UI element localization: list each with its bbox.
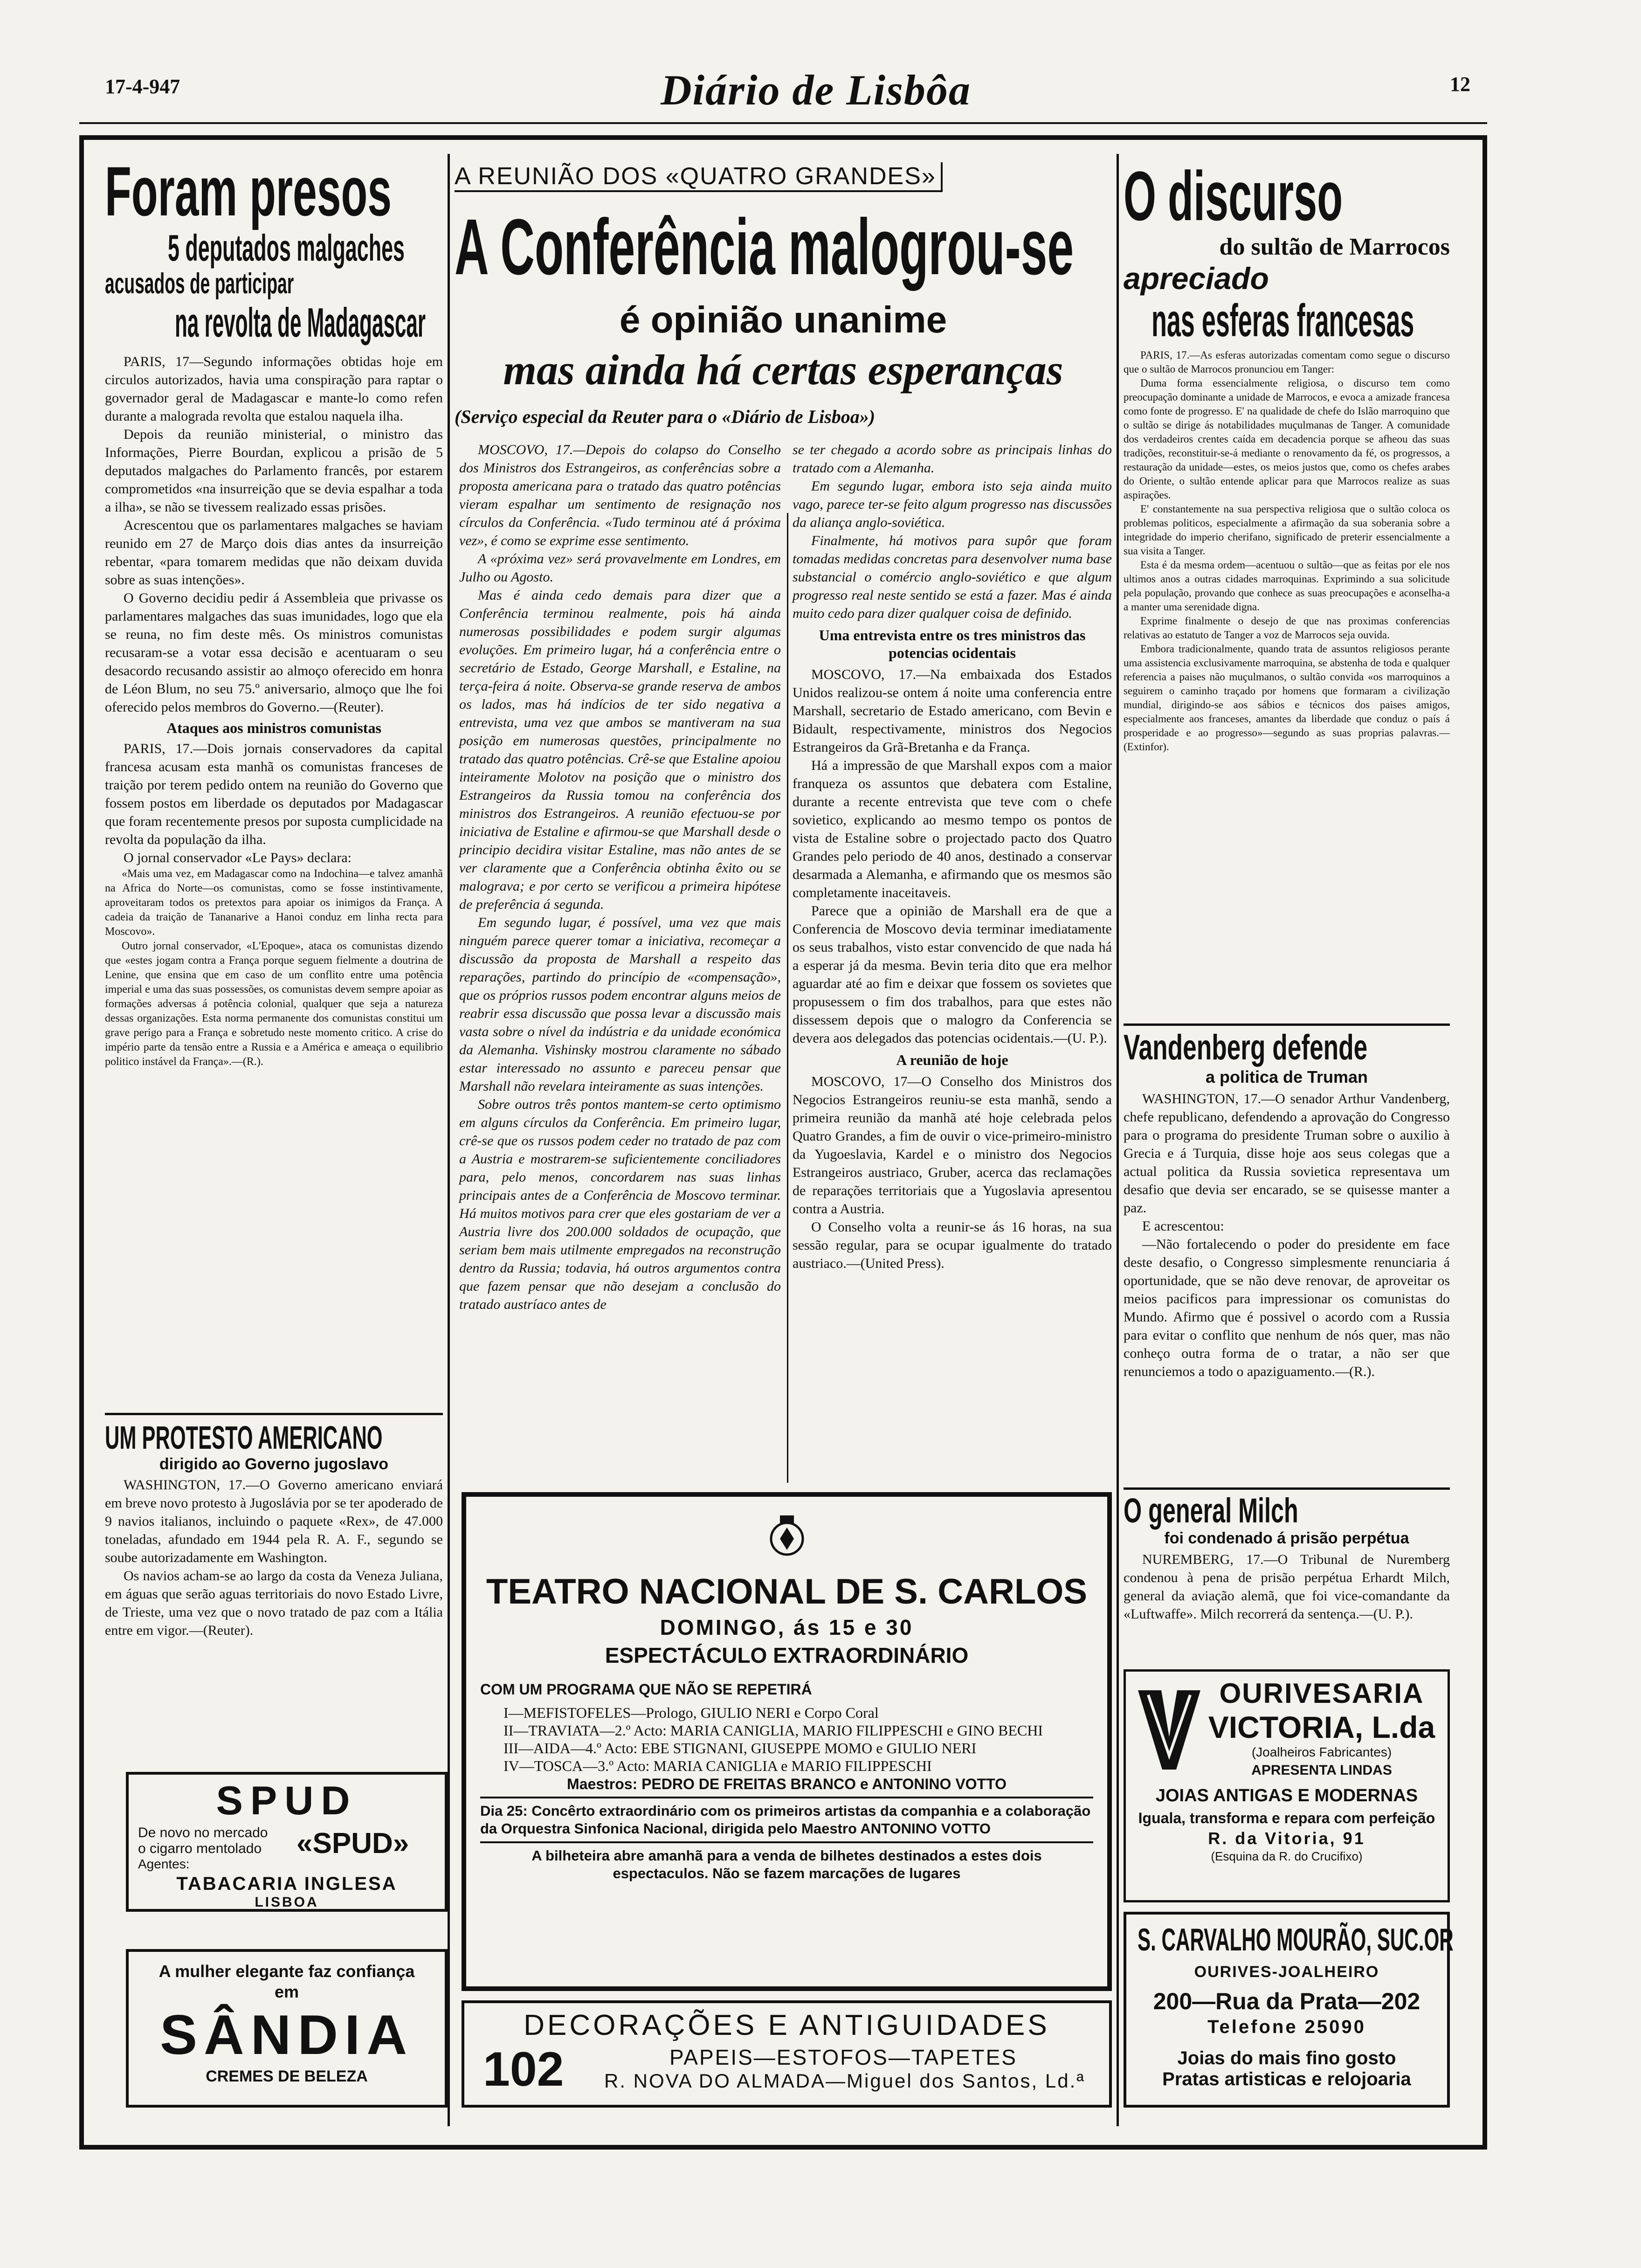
spud-quoted: «SPUD» [296,1827,409,1860]
theatre-title: TEATRO NACIONAL DE S. CARLOS [486,1572,1088,1611]
paragraph: PARIS, 17—Segundo informações obtidas hoje em circulos autorizados, havia uma conspiração para raptar o governador geral de Madagascar e mante-lo como refen durante a malograda revolta que estalou naquela ilha. [105,354,443,424]
program-item: IV—TOSCA—3.º Acto: MARIA CANIGLIA e MARIO FILIPPESCHI [503,1757,932,1774]
paragraph: WASHINGTON, 17.—O Governo americano enviará em breve novo protesto à Jugoslávia por se ter apoderado de 9 navios italianos, incluindo o paquete «Rex», de 47.000 toneladas, afundado em 1944 pela R. A. F., segundo se soube autorizadamente em Washington. [105,1477,443,1565]
theatre-rule [480,1797,1093,1798]
paragraph: Outro jornal conservador, «L'Epoque», ataca os comunistas dizendo que «estes jogam contra a França porque seguem fielmente a doutrina de Lenine, que ensina que em caso de um conflito entre uma potência imperial e uma das suas possessões, os comunistas devem sempre apoiar as formações adversas á potência colonial, qualquer que seja a natureza dessas organizações. Esta norma permanente dos comunistas constitui um grave perigo para a França e sobretudo neste momento critico. A crise do império parte da tensão entre a Russia e a América e ameaça o equilibrio politico instável da França».—(R.). [105,940,443,1068]
mourao-ad [1124,1912,1454,2108]
protest-headline: UM PROTESTO AMERICANO [105,1419,383,1456]
milch-subhead: foi condenado á prisão perpétua [1164,1529,1409,1547]
protest-subhead: dirigido ao Governo jugoslavo [159,1455,389,1473]
crest-icon [761,1511,813,1562]
page-number: 12 [1450,73,1470,96]
theatre-concert: Dia 25: Concêrto extraordinário com os primeiros artistas da companhia e a colaboração da Orquestra Sinfonica Nacional, dirigida pelo Maestro ANTONINO VOTTO [480,1803,1091,1837]
paragraph: Mas é ainda cedo demais para dizer que a Conferência terminou realmente, pois há ainda numerosas possibilidades e podem surgir algumas evoluções. Em primeiro lugar, há a conferência entre o secretário de Estado, George Marshall, e Estaline, na terça-feira á noite. Observa-se grande reserva de ambos os lados, mas há indícios de ter sido negativa a entrevista, uma vez que ambos se mantiveram na sua posição em numerosas questões, principalmente no tratado das quatro potências. Crê-se que Estaline apoiou inteiramente Molotov na posição que o ministro dos Estrangeiros da Russia tomou na conferência dos ministros dos Estrangeiros. A reunião efectuou-se por iniciativa de Estaline e afirmou-se que Marshall desde o principio decidira visitar Estaline, mas não antes de se ver claramente que a Conferência obtinha êxito ou se malograva; e por certo se verificou a primeira hipótese de preferência á segunda. [459,588,781,912]
paragraph: Exprime finalmente o desejo de que nas proximas conferencias relativas ao estatuto de Tanger a voz de Marrocos seja ouvida. [1124,615,1450,641]
paragraph: Há a impressão de que Marshall expos com a maior franqueza os assuntos que debatera com Estaline, durante a recente entrevista que teve com o chefe sovietico, explicando ao mesmo tempo os pontos de vista de Estaline sobre o projectado pacto dos Quatro Grandes pelo periodo de 40 anos, destinado a conservar desarmada a Alemanha, e afirmando que os mesmos são completamente inaceitaveis. [793,758,1112,900]
sandia-tagline: A mulher elegante faz confiança em [159,1962,415,2001]
spud-brand: SPUD [216,1778,358,1823]
spud-city: LISBOA [255,1895,319,1910]
paragraph: NUREMBERG, 17.—O Tribunal de Nuremberg condenou à pena de prisão perpétua Erhardt Milch, general da aviação alemã, que foi vice-comandante da «Luftwaffe». Milch recorrerá da sentença.—(U. P.). [1124,1552,1450,1622]
sandia-product: CREMES DE BELEZA [206,2067,368,2085]
victoria-line-1: JOIAS ANTIGAS E MODERNAS [1155,1786,1418,1805]
program-item: III—AIDA—4.º Acto: EBE STIGNANI, GIUSEPPE MOMO e GIULIO NERI [503,1740,977,1756]
theatre-event: ESPECTÁCULO EXTRAORDINÁRIO [605,1643,969,1667]
left-article [105,154,443,1069]
spud-agents: Agentes: [138,1857,190,1871]
mourao-phone: Telefone 25090 [1207,2017,1366,2037]
victoria-presents: APRESENTA LINDAS [1251,1763,1392,1778]
paragraph: MOSCOVO, 17—O Conselho dos Ministros dos Negocios Estrangeiros reuniu-se esta manhã, sendo a primeira reunião da manhã até hoje celebrada pelos Quatro Grandes, a fim de ouvir o vice-primeiro-ministro da Yugoeslavia, Kardel e o ministro dos Negocios Estrangeiros austriaco, Gruber, acerca das reclamações de reparações territoriais que a Yugoslavia apresentou contra a Austria. [793,1074,1112,1217]
decor-number: 102 [483,2042,564,2096]
left-subhead: Ataques aos ministros comunistas [166,719,381,736]
paragraph: Finalmente, há motivos para supôr que foram tomadas medidas concretas para desenvolver numa base substancial o comércio anglo-soviético e que algum progresso real neste sentido se está a fazer. Mas é ainda muito cedo para dizer qualquer coisa de definido. [793,533,1112,621]
right-deck-2: apreciado [1124,261,1269,296]
left-story-2 [105,1420,443,1639]
masthead-rule [79,122,1487,124]
center-subhead-1: Uma entrevista entre os tres ministros das potencias ocidentais [819,627,1086,661]
victoria-makers: (Joalheiros Fabricantes) [1251,1745,1392,1759]
spud-ad [126,1772,448,1912]
center-subhead-2: A reunião de hoje [896,1051,1008,1068]
left-body-3 [105,939,443,1069]
paragraph: —Não fortalecendo o poder do presidente em face deste desafio, o Congresso simplesmente renunciaria á oportunidade, que se não deve renovar, de aproveitar os meios pacificos para impressionar os comunistas do Mundo. Afirmo que é possivel o acordo com a Russia para evitar o conflito que nenhum de nós quer, mas não conheço outra forma de o tratar, a não ser que renunciemos a todo o apaziguamento.—(R.). [1124,1237,1450,1379]
theatre-program [480,1704,1093,1775]
issue-date: 17-4-947 [105,75,180,98]
paragraph: Em segundo lugar, embora isto seja ainda muito vago, parece ter-se feito algum progresso nas discussões da aliança anglo-soviética. [793,478,1112,530]
victoria-address: R. da Vitoria, 91 [1208,1829,1365,1848]
right-article [1124,159,1450,754]
left-story-rule [105,1413,443,1415]
mourao-trade: OURIVES-JOALHEIRO [1194,1963,1379,1981]
vandenberg-subhead: a politica de Truman [1205,1067,1368,1086]
milch-body [1124,1550,1450,1623]
paragraph: Parece que a opinião de Marshall era de que a Conferencia de Moscovo devia terminar imediatamente os seus trabalhos, visto estar convencido de que nada há a esperar já da mesma. Bevin teria dito que era melhor aguardar até ao fim e deixar que fossem os sovietes que propusessem o fim dos trabalhos, para que estes não dissessem depois que o malogro da Conferencia se devera aos delegados das potencias ocidentais.—(U. P.). [793,903,1112,1046]
paragraph: Duma forma essencialmente religiosa, o discurso tem como preocupação dominante a unidade de Marrocos, e evoca a amizade francesa como fonte de progresso. E' na qualidade de chefe do Islão marroquino que o sultão se dirige ás notabilidades muçulmanas de Tanger. A comunidade dos verdadeiros crentes caída em decadencia porque se afheou das suas tradições, reconstituir-se-á mediante o renovamento da fé, os progressos, a restauração da unidade—estes, os meios justos que, como os chefes arabes do Oriente, o sultão entende aplicar para que Marrocos realize as suas aspirações. [1124,377,1450,501]
decor-ad [462,2000,1112,2108]
victoria-corner: (Esquina da R. do Crucifixo) [1211,1849,1363,1863]
paragraph: E' constantemente na sua perspectiva religiosa que o sultão coloca os problemas politicos, especialmente a afirmação da sua soberania sobre a integridade do imperio cherifano, significado de preterir essencialmente a sua visita a Tanger. [1124,503,1450,557]
center-col-2c [793,1072,1112,1272]
program-item: II—TRAVIATA—2.º Acto: MARIA CANIGLIA, MARIO FILIPPESCHI e GINO BECHI [503,1722,1043,1739]
vandenberg-headline: Vandenberg defende [1124,1028,1368,1067]
spud-text-1: De novo no mercado [138,1825,268,1840]
paragraph: Os navios acham-se ao largo da costa da Veneza Juliana, em águas que serão aguas territoriais do novo Estado Livre, de Trieste, uma vez que o novo tratado de paz com a Itália entre em vigor.—(Reuter). [105,1568,443,1638]
center-deck-2: mas ainda há certas esperanças [503,346,1063,394]
center-col-2b [793,665,1112,1047]
center-headline: A Conferência malogrou-se [455,203,1074,291]
paragraph: MOSCOVO, 17.—Depois do colapso do Conselho dos Ministros dos Estrangeiros, as conferências sobre a proposta americana para o tratado das quatro potências vieram espalhar um sentimento de resignação nos círculos da Conferência. «Tudo terminou até á próxima vez», é como se exprime esse sentimento. [459,442,781,548]
left-quote [105,867,443,939]
paragraph: O Governo decidiu pedir á Assembleia que privasse os parlamentares malgaches das suas imunidades, logo que ela se reuna, no fim deste mês. Os ministros comunistas recusaram-se a votar essa decisão e acentuaram o seu desacordo recusando assistir ao almoço oferecido em honra de Léon Blum, no seu 75.º aniversario, almoço que lhe foi oferecido pelos membros do Governo.—(Reuter). [105,590,443,715]
milch-headline: O general Milch [1124,1491,1298,1530]
sandia-brand: SÂNDIA [159,2004,414,2066]
right-story-2 [1124,1028,1450,1381]
spud-agent-name: TABACARIA INGLESA [176,1874,397,1894]
protest-body [105,1476,443,1639]
paragraph: A «próxima vez» será provavelmente em Londres, em Julho ou Agosto. [459,551,781,585]
column-rule-left [448,154,450,2126]
center-kicker: A REUNIÃO DOS «QUATRO GRANDES» [455,162,943,192]
theatre-rule-2 [480,1841,1093,1843]
right-deck-1: do sultão de Marrocos [1219,234,1450,260]
victoria-name-1: OURIVESARIA [1219,1678,1424,1709]
paragraph: PARIS, 17.—Dois jornais conservadores da capital francesa acusam esta manhã os comunistas franceses de traição por terem pedido ontem na reunião do Governo que fossem postos em liberdade os deputados por Madagascar que foram recentemente presos por suposta cumplicidade na revolta da população da ilha. [105,741,443,847]
paragraph: Depois da reunião ministerial, o ministro das Informações, Pierre Bourdan, explicou a prisão de 5 deputados malgaches do Parlamento francês, por estarem comprometidos «na insurreição que se devia espalhar a toda a ilha», se não se tivessem realizado essas prisões. [105,427,443,515]
v-logo-icon [1134,1686,1204,1774]
mourao-slogan-2: Pratas artisticas e relojoaria [1162,2069,1411,2089]
right-story-3 [1124,1492,1450,1623]
center-credit: (Serviço especial da Reuter para o «Diário de Lisboa») [455,406,876,427]
spud-text-2: o cigarro mentolado [138,1841,262,1856]
victoria-line-2: Iguala, transforma e repara com perfeição [1138,1810,1435,1826]
right-headline: O discurso [1124,157,1343,235]
decor-line-1: PAPEIS—ESTOFOS—TAPETES [669,2045,1017,2069]
spud-middle [129,1822,445,1874]
right-deck-3: nas esferas francesas [1151,295,1414,346]
theatre-date: DOMINGO, ás 15 e 30 [660,1615,914,1639]
left-headline: Foram presos [105,152,392,230]
victoria-name-2: VICTORIA, L.da [1208,1710,1435,1744]
sandia-ad [126,1949,448,2108]
paragraph: WASHINGTON, 17.—O senador Arthur Vandenberg, chefe republicano, defendendo a aprovação do Congresso para o programa do presidente Truman sobre o auxilio à Grecia e á Turquia, disse hoje aos seus colegas que a actual politica da Russia sovietica representava um desafio que devia ser encarado, se se quisesse manter a paz. [1124,1091,1450,1216]
paragraph: Em segundo lugar, é possível, uma vez que mais ninguém parece querer tomar a iniciativa, recomeçar a discussão da proposta de Marshall a respeito das reparações, partindo do princípio de «compensação», que os próprios russos podem encontrar alguns meios de reabrir essa discussão que possa levar a discussão mais vasta sobre o nível da indústria e da unidade económica da Alemanha. Vishinsky mostrou claramente no sábado estar interessado no assunto e pareceu pensar que Marshall não revelara inteiramente as suas intenções. [459,915,781,1094]
decor-line-2: R. NOVA DO ALMADA—Miguel dos Santos, Ld.ª [604,2070,1085,2092]
victoria-ad [1124,1669,1450,1902]
paragraph: PARIS, 17.—As esferas autorizadas comentam como segue o discurso que o sultão de Marrocos pronunciou em Tanger: [1124,349,1450,375]
left-deck-3: na revolta de Madagascar [175,299,426,346]
quote-text: «Mais uma vez, em Madagascar como na Indochina—e talvez amanhã na Africa do Norte—os comunistas, como se fosse instintivamente, aproveitaram todos os pretextos para apoiar os inimigos da França. A cadeia da traição de Tananarive a Hanoi conduz em linha recta para Moscovo». [105,868,443,938]
mourao-name: S. CARVALHO MOURÃO, SUC.OR [1138,1922,1454,1957]
program-item: I—MEFISTOFELES—Prologo, GIULIO NERI e Corpo Coral [503,1704,879,1721]
theatre-maestros: Maestros: PEDRO DE FREITAS BRANCO e ANTONINO VOTTO [567,1776,1007,1792]
paragraph: O jornal conservador «Le Pays» declara: [124,850,352,865]
right-body [1124,348,1450,754]
decor-title: DECORAÇÕES E ANTIGUIDADES [524,2009,1050,2041]
center-col-2 [793,441,1112,1272]
decor-bottom [478,2042,1095,2096]
mourao-address: 200—Rua da Prata—202 [1153,1988,1420,2014]
left-body-2 [105,740,443,867]
left-body [105,353,443,716]
vandenberg-body [1124,1090,1450,1381]
right-story-rule [1124,1023,1450,1026]
right-story-rule-2 [1124,1487,1450,1490]
center-col-2a [793,441,1112,622]
paragraph: O Conselho volta a reunir-se ás 16 horas, na sua sessão regular, para se ocupar igualmente do tratado austriaco.—(United Press). [793,1219,1112,1271]
paragraph: E acrescentou: [1142,1218,1224,1234]
center-col-1 [459,441,781,1314]
center-deck-1: é opinião unanime [619,299,947,340]
paragraph: MOSCOVO, 17.—Na embaixada dos Estados Unidos realizou-se ontem á noite uma conferencia entre Marshall, secretario de Estado americano, com Bevin e Bidault, respectivamente, ministros dos Negocios Estrangeiros da Grã-Bretanha e da França. [793,667,1112,755]
column-rule-mid [787,513,788,1483]
left-deck-1: 5 deputados malgaches [168,227,405,269]
paragraph: Sobre outros três pontos mantem-se certo optimismo em alguns círculos da Conferência. Em primeiro lugar, crê-se que os russos podem ceder no tratado de paz com a Austria e mostrarem-se suficientemente conciliadores para, pelo menos, concordarem nas suas linhas principais antes de a Conferência de Moscovo terminar. Há muitos motivos para crer que eles gostariam de ver a Austria livre dos 200.000 soldados de ocupação, que seriam bem mais utilmente empregados na reconstrução dentro da Russia; todavia, há outros argumentos contra que fazem pensar que não desejam a conclusão do tratado austríaco antes de [459,1097,781,1312]
theatre-ad [462,1492,1112,1991]
left-deck-2: acusados de participar [105,268,294,300]
paragraph: se ter chegado a acordo sobre as principais linhas do tratado com a Alemanha. [793,442,1112,476]
theatre-booking: A bilheteira abre amanhã para a venda de bilhetes destinados a estes dois espectaculos. Não se fazem marcações de lugares [531,1847,1042,1881]
theatre-subtitle: COM UM PROGRAMA QUE NÃO SE REPETIRÁ [480,1681,812,1698]
paragraph: Esta é da mesma ordem—acentuou o sultão—que as feitas por ele nos ultimos anos a outras cidades marroquinas. Exprimindo a sua solicitude pela população, provando que conhece as suas preocupações e aconselha-a a manter uma serenidade digna. [1124,559,1450,613]
column-rule-right [1117,154,1119,2126]
paragraph: Acrescentou que os parlamentares malgaches se haviam reunido em 27 de Março dois dias antes da insurreição rebentar, «para tomarem medidas que não deixam duvida sobre as suas intenções». [105,518,443,588]
newspaper-title: Diário de Lisbôa [661,66,971,114]
paragraph: Embora tradicionalmente, quando trata de assuntos religiosos perante uma assistencia exclusivamente marroquina, se abstenha de toda e qualquer referencia a paises não muçulmanos, o sultão convida «os marroquinos a seguirem o caminho traçado por homens que formaram a civilização mundial, dirigindo-se aos sábios e técnicos dos paises amigos, especialmente aos franceses, amantes da liberdade que conduz o país á prosperidade e ao progresso»—segundo as suas proprias palavras.—(Extinfor). [1124,643,1450,753]
mourao-slogan-1: Joias do mais fino gosto [1177,2048,1396,2068]
